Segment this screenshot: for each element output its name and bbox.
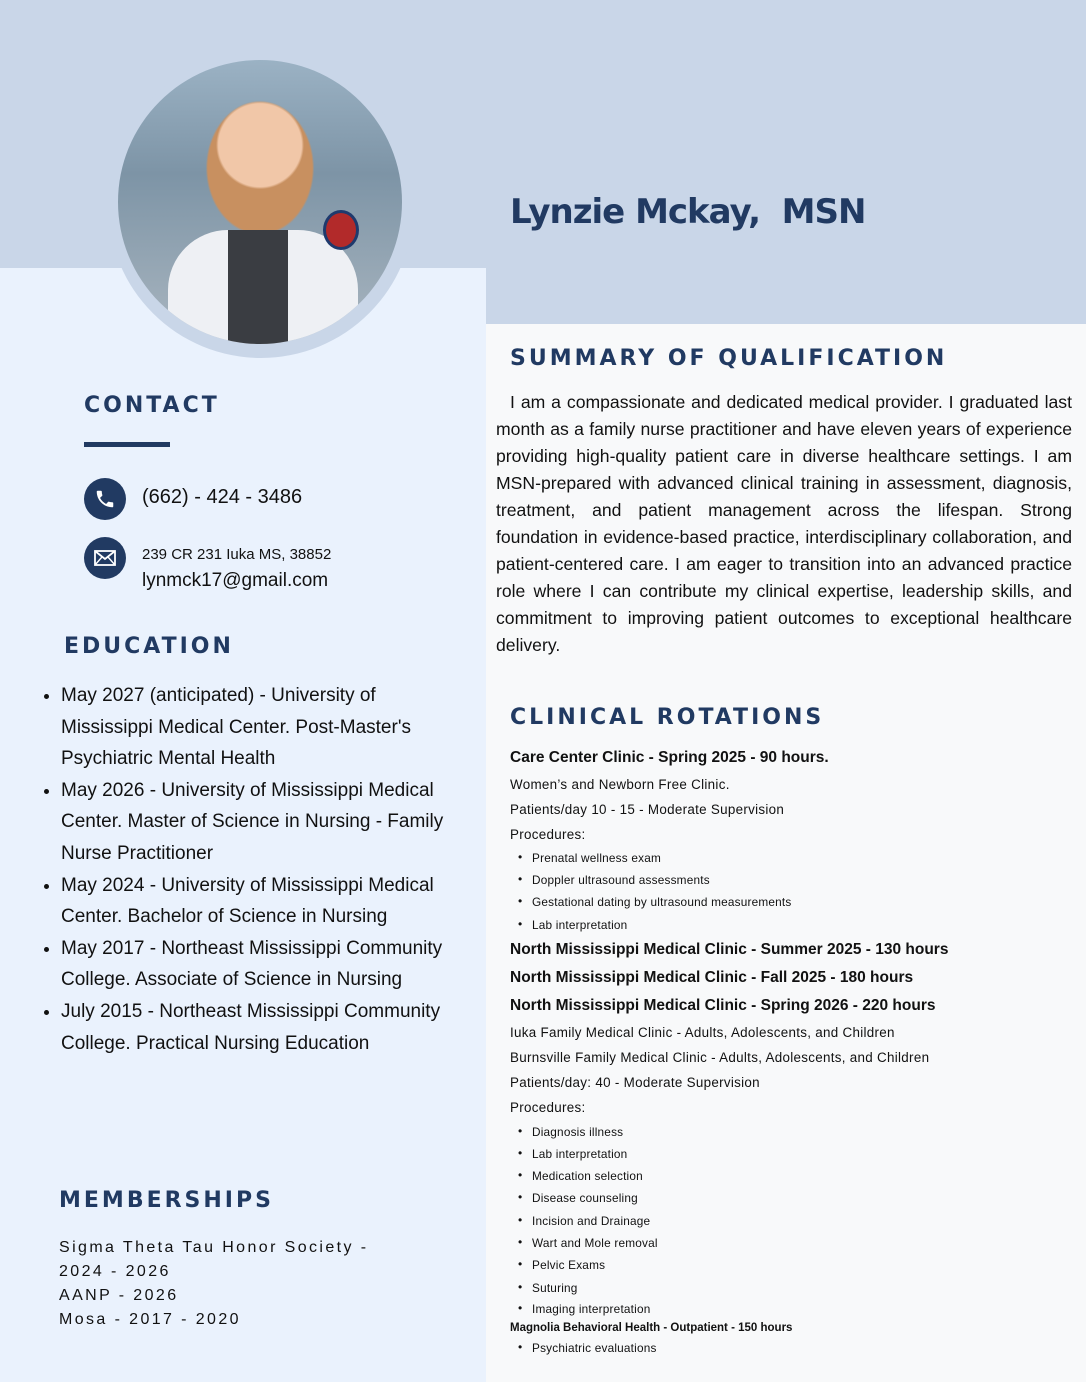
rotation-patients: Patients/day 10 - 15 - Moderate Supervision <box>510 802 785 817</box>
memberships-list <box>59 1236 369 1332</box>
list-item: AANP - 2026 <box>59 1287 179 1304</box>
rotation-title: North Mississippi Medical Clinic - Summer 2025 - 130 hours <box>510 941 949 958</box>
rotation-site: Burnsville Family Medical Clinic - Adults, Adolescents, and Children <box>510 1050 930 1065</box>
email-address[interactable]: lynmck17@gmail.com <box>142 570 329 591</box>
rotation-site: Women’s and Newborn Free Clinic. <box>510 777 730 792</box>
list-item: • Pelvic Exams <box>532 1258 605 1272</box>
address: 239 CR 231 Iuka MS, 38852 <box>142 546 332 563</box>
list-item: • Incision and Drainage <box>532 1214 650 1228</box>
list-item: • May 2024 - University of Mississippi Medical Center. Bachelor of Science in Nursing <box>61 870 471 933</box>
list-item: Sigma Theta Tau Honor Society - <box>59 1239 369 1256</box>
procedures-label: Procedures: <box>510 827 586 842</box>
list-item: • Prenatal wellness exam <box>532 851 661 865</box>
list-item: Mosa - 2017 - 2020 <box>59 1311 241 1328</box>
list-item: • Diagnosis illness <box>532 1125 623 1139</box>
education-heading: EDUCATION <box>64 634 234 659</box>
rotation-site: Iuka Family Medical Clinic - Adults, Adolescents, and Children <box>510 1025 895 1040</box>
memberships-heading: MEMBERSHIPS <box>59 1188 274 1213</box>
profile-photo <box>118 60 402 344</box>
list-item: • May 2017 - Northeast Mississippi Community College. Associate of Science in Nursing <box>61 933 471 996</box>
list-item: • Suturing <box>532 1281 578 1295</box>
rotation-title: North Mississippi Medical Clinic - Spring 2026 - 220 hours <box>510 997 936 1014</box>
rotation-title: Magnolia Behavioral Health - Outpatient - 150 hours <box>510 1322 793 1334</box>
phone-number[interactable]: (662) - 424 - 3486 <box>142 486 303 508</box>
list-item: • May 2026 - University of Mississippi Medical Center. Master of Science in Nursing - Family Nurse Practitioner <box>61 775 471 870</box>
phone-icon <box>84 478 126 520</box>
list-item: • Gestational dating by ultrasound measurements <box>532 895 792 909</box>
list-item: • July 2015 - Northeast Mississippi Community College. Practical Nursing Education <box>61 996 471 1059</box>
summary-text: I am a compassionate and dedicated medical provider. I graduated last month as a family nurse practitioner and have eleven years of experience providing high-quality patient care in diverse healthcare settings. I am MSN-prepared with advanced clinical training in assessment, diagnosis, treatment, and patient management across the lifespan. Strong foundation in evidence-based practice, interdisciplinary collaboration, and patient-centered care. I am eager to transition into an advanced practice role where I can contribute my clinical expertise, leadership skills, and commitment to improving patient outcomes to exceptional healthcare delivery. <box>496 392 1072 655</box>
list-item: • Disease counseling <box>532 1191 638 1205</box>
procedures-label: Procedures: <box>510 1100 586 1115</box>
list-item: • Medication selection <box>532 1169 643 1183</box>
list-item: • Imaging interpretation <box>532 1302 651 1316</box>
list-item: • Lab interpretation <box>532 918 627 932</box>
rotations-heading: CLINICAL ROTATIONS <box>510 705 825 730</box>
rotation-patients: Patients/day: 40 - Moderate Supervision <box>510 1075 760 1090</box>
candidate-name: Lynzie Mckay, MSN <box>510 192 866 232</box>
education-list <box>38 680 471 1059</box>
list-item: • Doppler ultrasound assessments <box>532 873 710 887</box>
summary-heading: SUMMARY OF QUALIFICATION <box>510 346 948 371</box>
rotation-title: North Mississippi Medical Clinic - Fall 2025 - 180 hours <box>510 969 914 986</box>
mail-icon <box>84 537 126 579</box>
list-item: • Wart and Mole removal <box>532 1236 658 1250</box>
contact-heading: CONTACT <box>84 393 220 418</box>
rotation-title: Care Center Clinic - Spring 2025 - 90 hours. <box>510 749 829 766</box>
list-item: 2024 - 2026 <box>59 1263 171 1280</box>
contact-divider <box>84 442 170 447</box>
list-item: • Psychiatric evaluations <box>532 1341 657 1355</box>
list-item: • Lab interpretation <box>532 1147 627 1161</box>
list-item: • May 2027 (anticipated) - University of Mississippi Medical Center. Post-Master's Psychiatric Mental Health <box>61 680 471 775</box>
